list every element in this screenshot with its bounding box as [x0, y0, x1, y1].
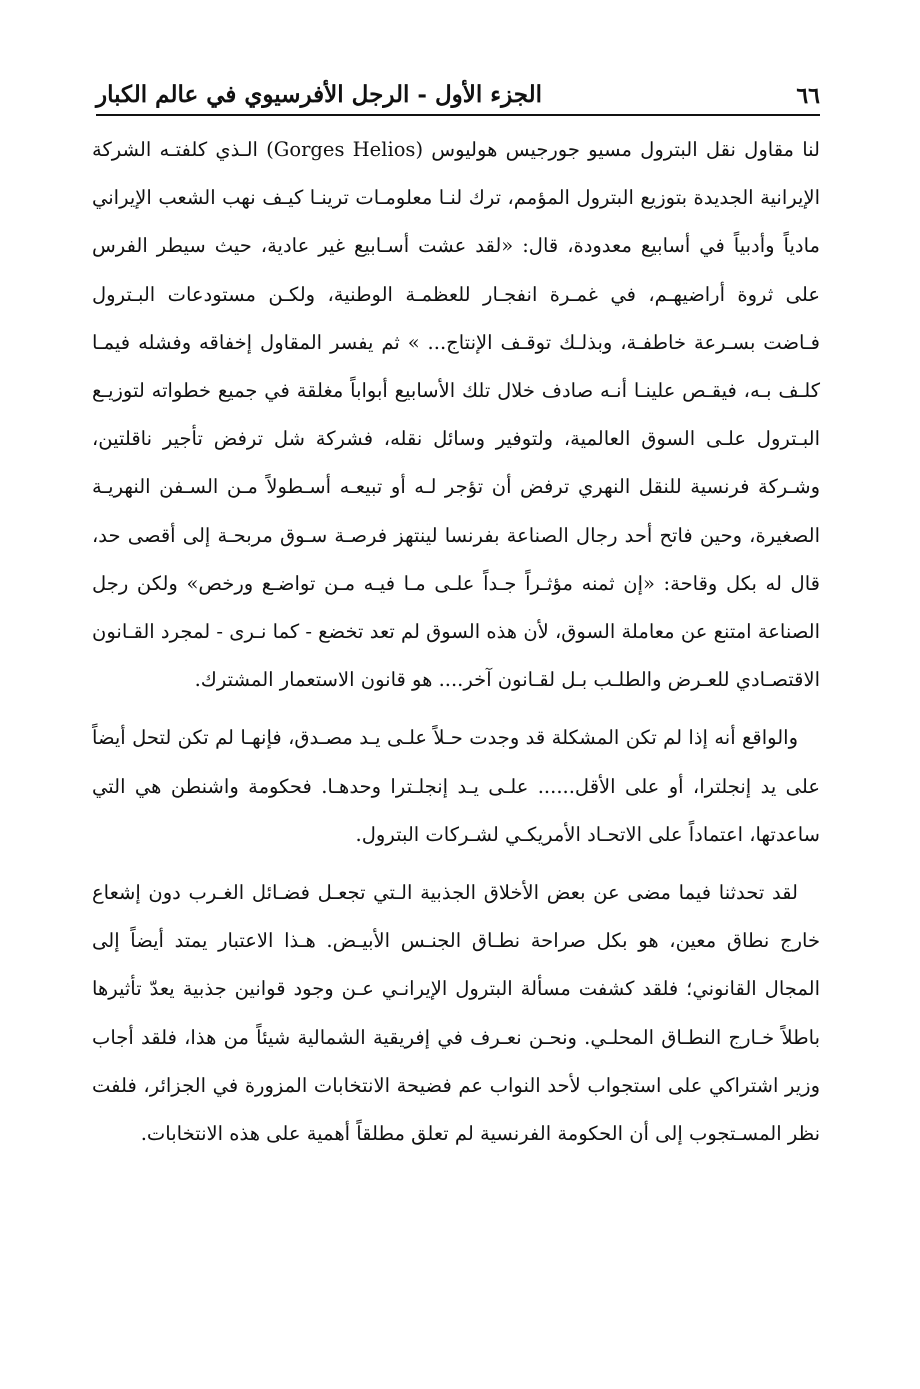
paragraph-3: لقد تحدثنا فيما مضى عن بعض الأخلاق الجذبية الـتي تجعـل فضـائل الغـرب دون إشعاع خارج نطاق معين، هو بكل صراحة نطـاق الجنـس الأبيـض. هـذا الاعتبار يمتد أيضاً إلى المجال القانوني؛ فلقد كشفت مسألة البترول الإيرانـي عـن وجود قوانين جذبية يعدّ تأثيرها باطلاً خـارج النطـاق المحلـي. ونحـن نعـرف في إفريقية الشمالية شيئاً من هذا، فلقد أجاب وزير اشتراكي على استجواب لأحد النواب عم فضيحة الانتخابات المزورة في الجزائر، فلفت نظر المسـتجوب إلى أن الحكومة الفرنسية لم تعلق مطلقاً أهمية على هذه الانتخابات. — [92, 881, 820, 1146]
running-title: الجزء الأول - الرجل الأفرسيوي في عالم الكبار — [96, 81, 543, 108]
running-header — [96, 72, 820, 116]
header-divider — [96, 114, 820, 116]
paragraph-2: والواقع أنه إذا لم تكن المشكلة قد وجدت حـلاً علـى يـد مصـدق، فإنهـا لم تكن لتحل أيضاً على يد إنجلترا، أو على الأقل...... علـى يـد إنجلـترا وحدهـا. فحكومة واشنطن هي التي ساعدتها، اعتماداً على الاتحـاد الأمريكـي لشـركات البترول. — [92, 726, 820, 846]
paragraph-1: لنا مقاول نقل البترول مسيو جورجيس هوليوس (Gorges Helios) الـذي كلفتـه الشركة الإيرانية الجديدة بتوزيع البترول المؤمم، ترك لنـا معلومـات ترينـا كيـف نهب الشعب الإيراني مادياً وأدبياً في أسابيع معدودة، قال: «لقد عشت أسـابيع غير عادية، حيث سيطر الفرس على ثروة أراضيهـم، في غمـرة انفجـار للعظمـة الوطنية، ولكـن مستودعات البـترول فـاضت بسـرعة خاطفـة، وبذلـك توقـف الإنتاج... » ثم يفسر المقاول إخفاقه وفشله فيمـا كلـف بـه، فيقـص علينـا أنـه صادف خلال تلك الأسابيع أبواباً مغلقة في جميع خطواته لتوزيـع البـترول علـى السوق العالمية، ولتوفير وسائل نقله، فشركة شل ترفض تأجير ناقلتين، وشـركة فرنسية للنقل النهري ترفض أن تؤجر لـه أو تبيعـه أسـطولاً مـن السـفن النهريـة الصغيرة، وحين فاتح أحد رجال الصناعة بفرنسا لينتهز فرصـة سـوق مربحـة إلى أقصى حد، قال له بكل وقاحة: «إن ثمنه مؤثـراً جـداً علـى مـا فيـه مـن تواضـع ورخص» ولكن رجل الصناعة امتنع عن معاملة السوق، لأن هذه السوق لم تعد تخضع - كما نـرى - لمجرد القـانون الاقتصـادي للعـرض والطلـب بـل لقـانون آخر.... هو قانون الاستعمار المشترك. — [92, 138, 820, 692]
body-text — [92, 126, 820, 1158]
page-number: ٦٦ — [796, 83, 820, 109]
